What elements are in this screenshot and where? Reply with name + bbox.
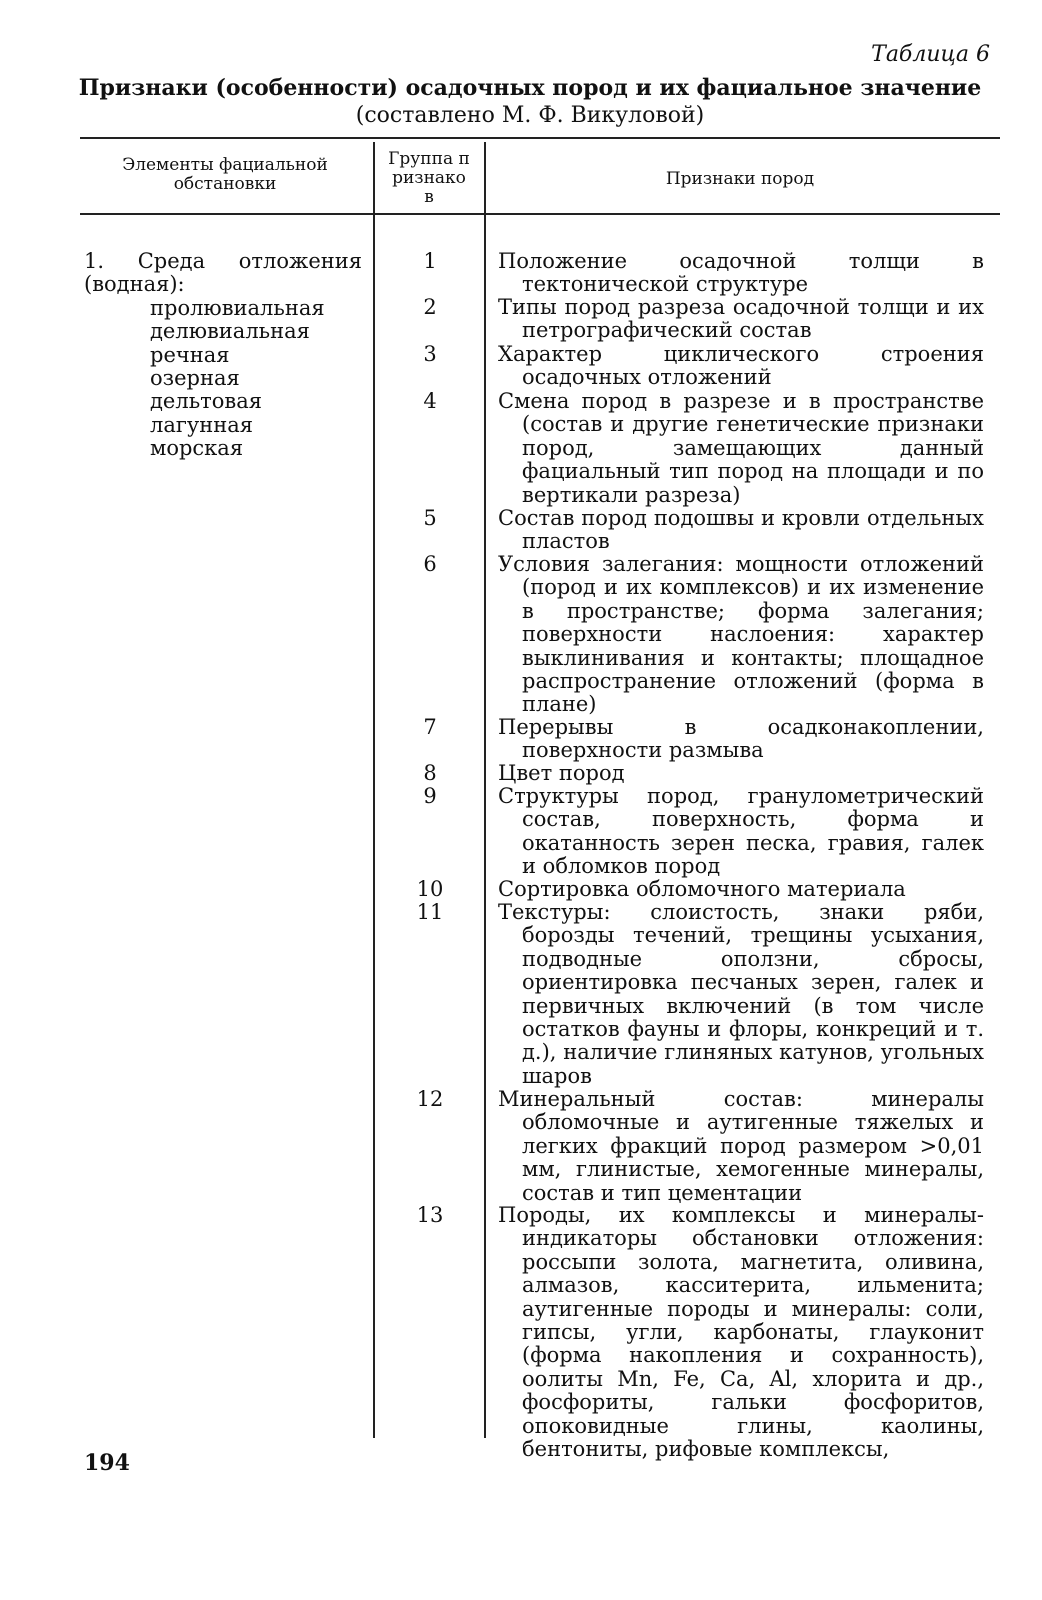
column-divider-1 [373, 142, 375, 1438]
group-number: 11 [416, 900, 444, 924]
feature-text: Характер циклического строения осадочных отложений [498, 342, 984, 390]
environment-heading: 1. Среда отложения (водная): [84, 249, 362, 297]
group-number: 13 [416, 1203, 444, 1227]
column-divider-2 [484, 142, 486, 1438]
group-number: 3 [423, 342, 437, 366]
title-main: Признаки (особенности) осадочных пород и их фациальное значение [78, 75, 982, 101]
feature-text: Структуры пород, гранулометрический состав, поверхность, форма и окатанность зерен песка, гравия, галек и обломков пород [498, 784, 984, 879]
group-number: 6 [423, 552, 437, 576]
feature-text: Цвет пород [498, 761, 625, 785]
feature-text: Текстуры: слоистость, знаки ряби, борозды течений, трещины усыхания, подводные оползни, сбросы, ориентировка песчаных зерен, галек и первичных включений (в том числе остатков фауны и флоры, конкреций и т. д.), наличие глиняных катунов, угольных шаров [498, 900, 984, 1088]
environment-item: дельтовая [150, 389, 262, 414]
feature-text: Смена пород в разрезе и в пространстве (состав и другие генетические признаки пород, замещающих данный фациальный тип пород на площади и по вертикали разреза) [498, 389, 984, 507]
environment-item: озерная [150, 366, 240, 391]
group-number: 5 [423, 506, 437, 530]
group-number: 7 [423, 715, 437, 739]
environment-list [84, 297, 362, 461]
header-elements: Элементы фациальной обстановки [122, 155, 328, 194]
header-features: Признаки пород [665, 169, 815, 189]
feature-text: Состав пород подошвы и кровли отдельных пластов [498, 506, 984, 554]
table-top-rule [80, 137, 1000, 139]
environment-column [84, 250, 362, 461]
title-sub: (составлено М. Ф. Викуловой) [355, 103, 705, 128]
group-number: 1 [423, 249, 437, 273]
feature-text: Перерывы в осадконакоплении, поверхности размыва [498, 715, 984, 763]
feature-text: Условия залегания: мощности отложений (пород и их комплексов) и их изменение в пространстве; форма залегания; поверхности наслоения: характер выклинивания и контакты; площадное распространение отложений (форма в плане) [498, 552, 984, 717]
table-title [60, 74, 1000, 130]
group-number: 4 [423, 389, 437, 413]
group-number: 12 [416, 1087, 444, 1111]
feature-text: Сортировка обломочного материала [498, 877, 906, 901]
feature-text: Положение осадочной толщи в тектонической структуре [498, 249, 984, 297]
page-number: 194 [84, 1450, 130, 1476]
environment-item: делювиальная [150, 319, 310, 344]
feature-text: Минеральный состав: минералы обломочные и аутигенные тяжелых и легких фракций пород размером >0,01 мм, глинистые, хемогенные минералы, состав и тип цементации [498, 1087, 984, 1205]
group-number: 9 [423, 784, 437, 808]
group-number: 8 [423, 761, 437, 785]
header-group: Группа признаков [388, 149, 470, 207]
environment-item: морская [150, 436, 244, 461]
table-header-rule [80, 213, 1000, 215]
environment-item: речная [150, 342, 230, 367]
environment-item: пролювиальная [150, 295, 325, 320]
environment-item: лагунная [150, 412, 253, 437]
group-number: 10 [416, 877, 444, 901]
feature-text: Породы, их комплексы и минералы-индикаторы обстановки отложения: россыпи золота, магнетита, оливина, алмазов, касситерита, ильменита; аутигенные породы и минералы: соли, гипсы, угли, карбонаты, глауконит (форма накопления и сохранность), оолиты Mn, Fe, Ca, Al, хлорита и др., фосфориты, гальки фосфоритов, опоковидные глины, каолины, бентониты, рифовые комплексы, [498, 1203, 984, 1462]
group-number: 2 [423, 295, 437, 319]
table-label: Таблица 6 [871, 42, 990, 67]
feature-text: Типы пород разреза осадочной толщи и их петрографический состав [498, 295, 984, 343]
